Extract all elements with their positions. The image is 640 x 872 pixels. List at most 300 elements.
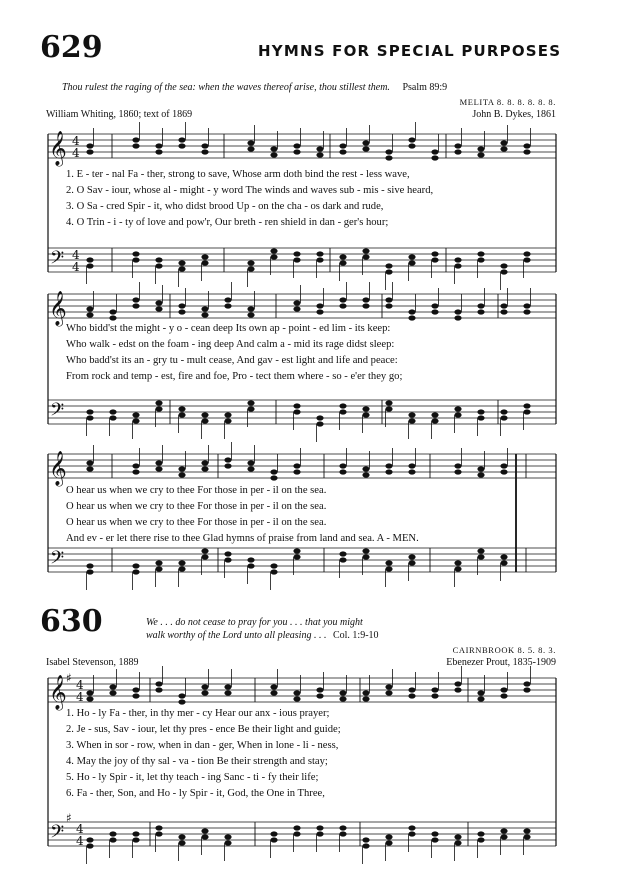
note-head [201, 418, 208, 423]
note-head [293, 548, 300, 553]
note-head [477, 309, 484, 314]
note-head [454, 469, 461, 474]
author-630: Isabel Stevenson, 1889 [46, 657, 139, 668]
note-head [316, 257, 323, 262]
note-head [408, 260, 415, 265]
note-head [408, 554, 415, 559]
note-head [500, 693, 507, 698]
note-head [201, 312, 208, 317]
note-head [454, 560, 461, 565]
note-head [178, 406, 185, 411]
lyric-line: Who bidd'st the might - y o - cean deep Its own ap - point - ed lim - its keep: [66, 323, 391, 334]
note-head [86, 690, 93, 695]
note-head [339, 463, 346, 468]
note-head [500, 140, 507, 145]
note-head [362, 843, 369, 848]
note-head [454, 257, 461, 262]
note-head [155, 460, 162, 465]
note-head [178, 693, 185, 698]
note-head [500, 554, 507, 559]
note-head [293, 696, 300, 701]
note-head [86, 696, 93, 701]
lyric-line: 5. Ho - ly Spir - it, let thy teach - ing Sanc - ti - fy their life; [66, 772, 319, 783]
note-head [477, 409, 484, 414]
note-head [431, 837, 438, 842]
note-head [523, 409, 530, 414]
note-head [201, 143, 208, 148]
lyric-line: O hear us when we cry to thee For those in per - il on the sea. [66, 517, 327, 528]
note-head [408, 469, 415, 474]
note-head [431, 831, 438, 836]
note-head [454, 566, 461, 571]
note-head [362, 412, 369, 417]
note-head [454, 681, 461, 686]
note-head [385, 463, 392, 468]
note-head [178, 699, 185, 704]
lyric-line: 4. O Trin - i - ty of love and pow'r, Our breth - ren shield in dan - ger's hour; [66, 217, 389, 228]
note-head [270, 469, 277, 474]
note-head [500, 469, 507, 474]
lyric-line: 1. E - ter - nal Fa - ther, strong to save, Whose arm doth bind the rest - less wave, [66, 169, 410, 180]
note-head [224, 303, 231, 308]
note-head [247, 406, 254, 411]
note-head [316, 303, 323, 308]
note-head [155, 687, 162, 692]
author-629: William Whiting, 1860; text of 1869 [46, 109, 193, 120]
note-head [454, 687, 461, 692]
note-head [86, 143, 93, 148]
lyric-line: And ev - er let there rise to thee Glad hymns of praise from land and sea. A - MEN. [66, 533, 419, 544]
note-head [362, 466, 369, 471]
note-head [316, 825, 323, 830]
note-head [523, 143, 530, 148]
time-signature-bottom: 4 [72, 260, 80, 274]
note-head [293, 554, 300, 559]
note-head [339, 303, 346, 308]
note-head [132, 687, 139, 692]
epigraph-630-line2 [146, 630, 379, 641]
note-head [178, 137, 185, 142]
note-head [316, 831, 323, 836]
note-head [155, 681, 162, 686]
note-head [339, 254, 346, 259]
note-head [339, 557, 346, 562]
note-head [155, 263, 162, 268]
bass-clef-icon: 𝄢 [50, 248, 65, 273]
note-head [339, 409, 346, 414]
note-head [385, 269, 392, 274]
note-head [431, 257, 438, 262]
note-head [362, 248, 369, 253]
note-head [454, 143, 461, 148]
tune-name-630: CAIRNBROOK 8. 5. 8. 3. [452, 645, 556, 655]
note-head [247, 466, 254, 471]
epigraph-text: Thou rulest the raging of the sea: when the waves thereof arise, thou stillest them. [62, 82, 390, 93]
note-head [523, 681, 530, 686]
note-head [293, 149, 300, 154]
note-head [201, 548, 208, 553]
note-head [362, 472, 369, 477]
note-head [224, 418, 231, 423]
note-head [293, 306, 300, 311]
note-head [500, 560, 507, 565]
note-head [247, 557, 254, 562]
note-head [385, 406, 392, 411]
note-head [247, 266, 254, 271]
note-head [224, 840, 231, 845]
note-head [523, 303, 530, 308]
note-head [178, 303, 185, 308]
note-head [224, 551, 231, 556]
note-head [477, 152, 484, 157]
note-head [477, 548, 484, 553]
note-head [408, 137, 415, 142]
note-head [132, 418, 139, 423]
note-head [201, 460, 208, 465]
note-head [247, 400, 254, 405]
note-head [362, 146, 369, 151]
note-head [408, 693, 415, 698]
note-head [201, 466, 208, 471]
note-head [293, 257, 300, 262]
note-head [385, 155, 392, 160]
note-head [293, 251, 300, 256]
note-head [500, 687, 507, 692]
note-head [523, 257, 530, 262]
note-head [224, 834, 231, 839]
note-head [408, 687, 415, 692]
note-head [178, 472, 185, 477]
note-head [454, 309, 461, 314]
note-head [477, 472, 484, 477]
note-head [293, 409, 300, 414]
note-head [201, 254, 208, 259]
note-head [385, 149, 392, 154]
note-head [155, 149, 162, 154]
note-head [477, 257, 484, 262]
note-head [132, 412, 139, 417]
time-signature-bottom: 4 [76, 834, 84, 848]
note-head [178, 566, 185, 571]
note-head [385, 840, 392, 845]
note-head [132, 831, 139, 836]
treble-clef-icon: 𝄞 [49, 675, 67, 710]
note-head [316, 152, 323, 157]
note-head [454, 412, 461, 417]
note-head [339, 469, 346, 474]
key-signature-sharp-icon: ♯ [66, 811, 72, 825]
section-title: HYMNS FOR SPECIAL PURPOSES [258, 42, 562, 60]
note-head [178, 834, 185, 839]
note-head [201, 684, 208, 689]
note-head [316, 421, 323, 426]
epigraph-reference: Col. 1:9-10 [332, 630, 379, 641]
note-head [454, 463, 461, 468]
note-head [201, 149, 208, 154]
note-head [86, 415, 93, 420]
note-head [477, 831, 484, 836]
note-head [431, 155, 438, 160]
note-head [500, 463, 507, 468]
note-head [293, 825, 300, 830]
time-signature-bottom: 4 [72, 146, 80, 160]
note-head [86, 409, 93, 414]
note-head [477, 303, 484, 308]
note-head [155, 257, 162, 262]
note-head [339, 297, 346, 302]
lyric-line: 2. Je - sus, Sav - iour, let thy pres - ence Be their light and guide; [66, 724, 341, 735]
note-head [178, 266, 185, 271]
note-head [500, 269, 507, 274]
note-head [109, 409, 116, 414]
note-head [523, 309, 530, 314]
time-signature-top: 4 [76, 822, 84, 836]
note-head [132, 563, 139, 568]
note-head [431, 303, 438, 308]
note-head [109, 837, 116, 842]
note-head [247, 563, 254, 568]
note-head [201, 260, 208, 265]
note-head [109, 309, 116, 314]
note-head [431, 149, 438, 154]
lyric-line: From rock and temp - est, fire and foe, Pro - tect them where - so - e'er they go; [66, 371, 403, 382]
lyric-line: O hear us when we cry to thee For those in per - il on the sea. [66, 485, 327, 496]
note-head [316, 309, 323, 314]
note-head [316, 687, 323, 692]
note-head [178, 143, 185, 148]
hymn-number-630: 630 [40, 604, 103, 639]
note-head [293, 690, 300, 695]
note-head [523, 149, 530, 154]
note-head [224, 557, 231, 562]
time-signature-top: 4 [72, 248, 80, 262]
note-head [178, 466, 185, 471]
note-head [362, 406, 369, 411]
lyric-line: 4. May the joy of thy sal - va - tion Be their strength and stay; [66, 756, 328, 767]
composer-630: Ebenezer Prout, 1835-1909 [446, 657, 556, 668]
note-head [132, 569, 139, 574]
note-head [86, 460, 93, 465]
note-head [86, 837, 93, 842]
note-head [86, 257, 93, 262]
note-head [86, 563, 93, 568]
note-head [293, 403, 300, 408]
note-head [155, 825, 162, 830]
note-head [339, 260, 346, 265]
note-head [385, 469, 392, 474]
note-head [270, 563, 277, 568]
note-head [109, 831, 116, 836]
epigraph-reference: Psalm 89:9 [402, 82, 448, 93]
time-signature-top: 4 [72, 134, 80, 148]
note-head [316, 146, 323, 151]
note-head [385, 566, 392, 571]
note-head [339, 149, 346, 154]
note-head [431, 687, 438, 692]
note-head [224, 457, 231, 462]
note-head [201, 690, 208, 695]
composer-629: John B. Dykes, 1861 [472, 109, 556, 120]
note-head [500, 309, 507, 314]
note-head [109, 415, 116, 420]
note-head [293, 463, 300, 468]
note-head [385, 834, 392, 839]
note-head [316, 415, 323, 420]
note-head [339, 831, 346, 836]
treble-clef-icon: 𝄞 [49, 451, 67, 486]
note-head [454, 840, 461, 845]
note-head [293, 831, 300, 836]
note-head [132, 251, 139, 256]
note-head [132, 137, 139, 142]
note-head [224, 684, 231, 689]
note-head [270, 475, 277, 480]
note-head [477, 415, 484, 420]
lyric-line: Who walk - edst on the foam - ing deep And calm a - mid its rage didst sleep: [66, 339, 395, 350]
note-head [316, 251, 323, 256]
lyric-line: O hear us when we cry to thee For those in per - il on the sea. [66, 501, 327, 512]
note-head [408, 831, 415, 836]
note-head [339, 551, 346, 556]
note-head [178, 309, 185, 314]
note-head [500, 303, 507, 308]
note-head [454, 315, 461, 320]
note-head [86, 312, 93, 317]
note-head [178, 260, 185, 265]
note-head [316, 693, 323, 698]
note-head [224, 690, 231, 695]
note-head [270, 152, 277, 157]
note-head [132, 297, 139, 302]
time-signature-bottom: 4 [76, 690, 84, 704]
note-head [362, 297, 369, 302]
note-head [270, 254, 277, 259]
note-head [362, 548, 369, 553]
note-head [431, 309, 438, 314]
note-head [408, 418, 415, 423]
note-head [385, 690, 392, 695]
note-head [201, 306, 208, 311]
note-head [247, 460, 254, 465]
tune-name-629: MELITA 8. 8. 8. 8. 8. 8. [459, 97, 556, 107]
note-head [362, 690, 369, 695]
note-head [385, 263, 392, 268]
note-head [270, 684, 277, 689]
lyric-line: 1. Ho - ly Fa - ther, in thy mer - cy Hear our anx - ious prayer; [66, 708, 330, 719]
note-head [86, 466, 93, 471]
note-head [477, 554, 484, 559]
note-head [293, 469, 300, 474]
note-head [155, 406, 162, 411]
note-head [339, 690, 346, 695]
note-head [201, 412, 208, 417]
note-head [132, 469, 139, 474]
note-head [247, 260, 254, 265]
note-head [523, 828, 530, 833]
note-head [431, 693, 438, 698]
note-head [408, 463, 415, 468]
note-head [132, 693, 139, 698]
note-head [362, 696, 369, 701]
note-head [86, 149, 93, 154]
note-head [155, 831, 162, 836]
note-head [109, 690, 116, 695]
note-head [201, 834, 208, 839]
note-head [109, 315, 116, 320]
lyric-line: 3. When in sor - row, when in dan - ger, When in lone - li - ness, [66, 740, 339, 751]
note-head [454, 834, 461, 839]
note-head [362, 554, 369, 559]
note-head [155, 143, 162, 148]
note-head [270, 146, 277, 151]
note-head [500, 263, 507, 268]
epigraph-text: walk worthy of the Lord unto all pleasing . . . [146, 630, 327, 641]
note-head [178, 560, 185, 565]
note-head [408, 309, 415, 314]
time-signature-top: 4 [76, 678, 84, 692]
note-head [86, 569, 93, 574]
bass-clef-icon: 𝄢 [50, 822, 65, 847]
treble-clef-icon: 𝄞 [49, 291, 67, 326]
note-head [155, 400, 162, 405]
note-head [178, 412, 185, 417]
note-head [385, 560, 392, 565]
note-head [132, 143, 139, 148]
note-head [247, 146, 254, 151]
note-head [155, 560, 162, 565]
note-head [178, 840, 185, 845]
epigraph-630-line1: We . . . do not cease to pray for you . . . that you might [146, 617, 363, 628]
note-head [362, 254, 369, 259]
note-head [293, 143, 300, 148]
hymn-number-629: 629 [40, 30, 103, 65]
note-head [247, 140, 254, 145]
note-head [339, 143, 346, 148]
note-head [385, 400, 392, 405]
note-head [86, 843, 93, 848]
note-head [477, 690, 484, 695]
note-head [270, 831, 277, 836]
note-head [454, 149, 461, 154]
note-head [523, 403, 530, 408]
note-head [431, 251, 438, 256]
note-head [339, 825, 346, 830]
note-head [155, 306, 162, 311]
note-head [132, 303, 139, 308]
note-head [247, 312, 254, 317]
note-head [454, 263, 461, 268]
note-head [293, 300, 300, 305]
note-head [385, 303, 392, 308]
note-head [454, 406, 461, 411]
note-head [132, 463, 139, 468]
note-head [155, 466, 162, 471]
note-head [408, 254, 415, 259]
note-head [523, 687, 530, 692]
note-head [408, 825, 415, 830]
note-head [500, 146, 507, 151]
note-head [132, 257, 139, 262]
note-head [431, 418, 438, 423]
lyric-line: 2. O Sav - iour, whose al - might - y word The winds and waves sub - mis - sive heard, [66, 185, 434, 196]
note-head [385, 684, 392, 689]
note-head [201, 828, 208, 833]
lyric-line: 3. O Sa - cred Spir - it, who didst brood Up - on the cha - os dark and rude, [66, 201, 384, 212]
treble-clef-icon: 𝄞 [49, 131, 67, 166]
note-head [500, 828, 507, 833]
note-head [477, 837, 484, 842]
note-head [201, 554, 208, 559]
